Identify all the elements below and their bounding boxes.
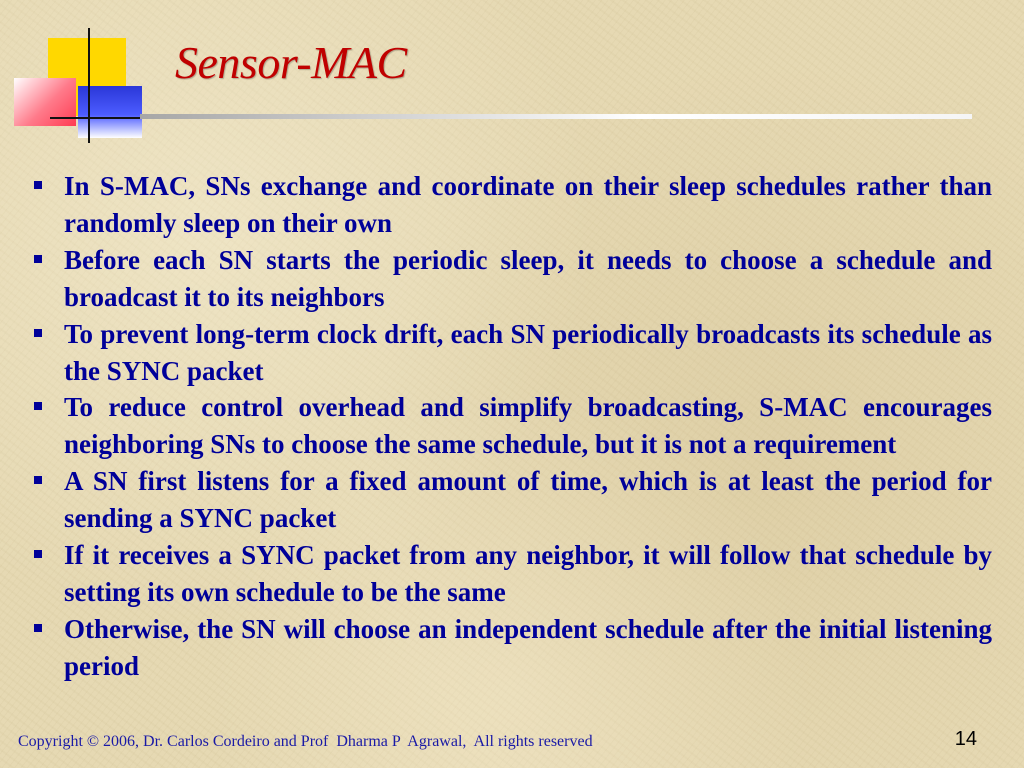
bullet-item — [30, 537, 992, 611]
square-bullet-icon — [34, 181, 42, 189]
bullet-item — [30, 463, 992, 537]
bullet-item — [30, 168, 992, 242]
bullet-text: To prevent long-term clock drift, each SN periodically broadcasts its schedule as the SYNC packet — [64, 318, 992, 386]
square-bullet-icon — [34, 476, 42, 484]
bullet-text: A SN first listens for a fixed amount of time, which is at least the period for sending a SYNC packet — [64, 466, 992, 534]
title-underline — [140, 114, 972, 119]
logo-vertical-line — [88, 28, 90, 143]
bullet-text: Otherwise, the SN will choose an independent schedule after the initial listening period — [64, 613, 992, 681]
bullet-text: To reduce control overhead and simplify broadcasting, S-MAC encourages neighboring SNs to choose the same schedule, but it is not a requirement — [64, 392, 992, 460]
bullet-item — [30, 389, 992, 463]
bullet-text: If it receives a SYNC packet from any neighbor, it will follow that schedule by setting its own schedule to be the same — [64, 540, 992, 607]
page-number: 14 — [954, 728, 977, 750]
copyright-footer: Copyright © 2006, Dr. Carlos Cordeiro and Prof Dharma P Agrawal, All rights reserved — [18, 733, 593, 750]
bullet-text: Before each SN starts the periodic sleep, it needs to choose a schedule and broadcast it to its neighbors — [64, 244, 992, 312]
bullet-item — [30, 316, 992, 390]
square-bullet-icon — [34, 255, 42, 263]
bullet-item — [30, 242, 992, 316]
bullet-item — [30, 611, 992, 685]
square-bullet-icon — [34, 550, 42, 558]
logo-horizontal-line — [50, 117, 150, 119]
bullet-list — [30, 168, 992, 685]
square-bullet-icon — [34, 402, 42, 410]
square-bullet-icon — [34, 329, 42, 337]
square-bullet-icon — [34, 624, 42, 632]
colored-squares-logo — [0, 0, 150, 150]
slide-title: Sensor-MAC — [175, 37, 407, 88]
bullet-text: In S-MAC, SNs exchange and coordinate on their sleep schedules rather than randomly sleep on their own — [64, 171, 992, 238]
